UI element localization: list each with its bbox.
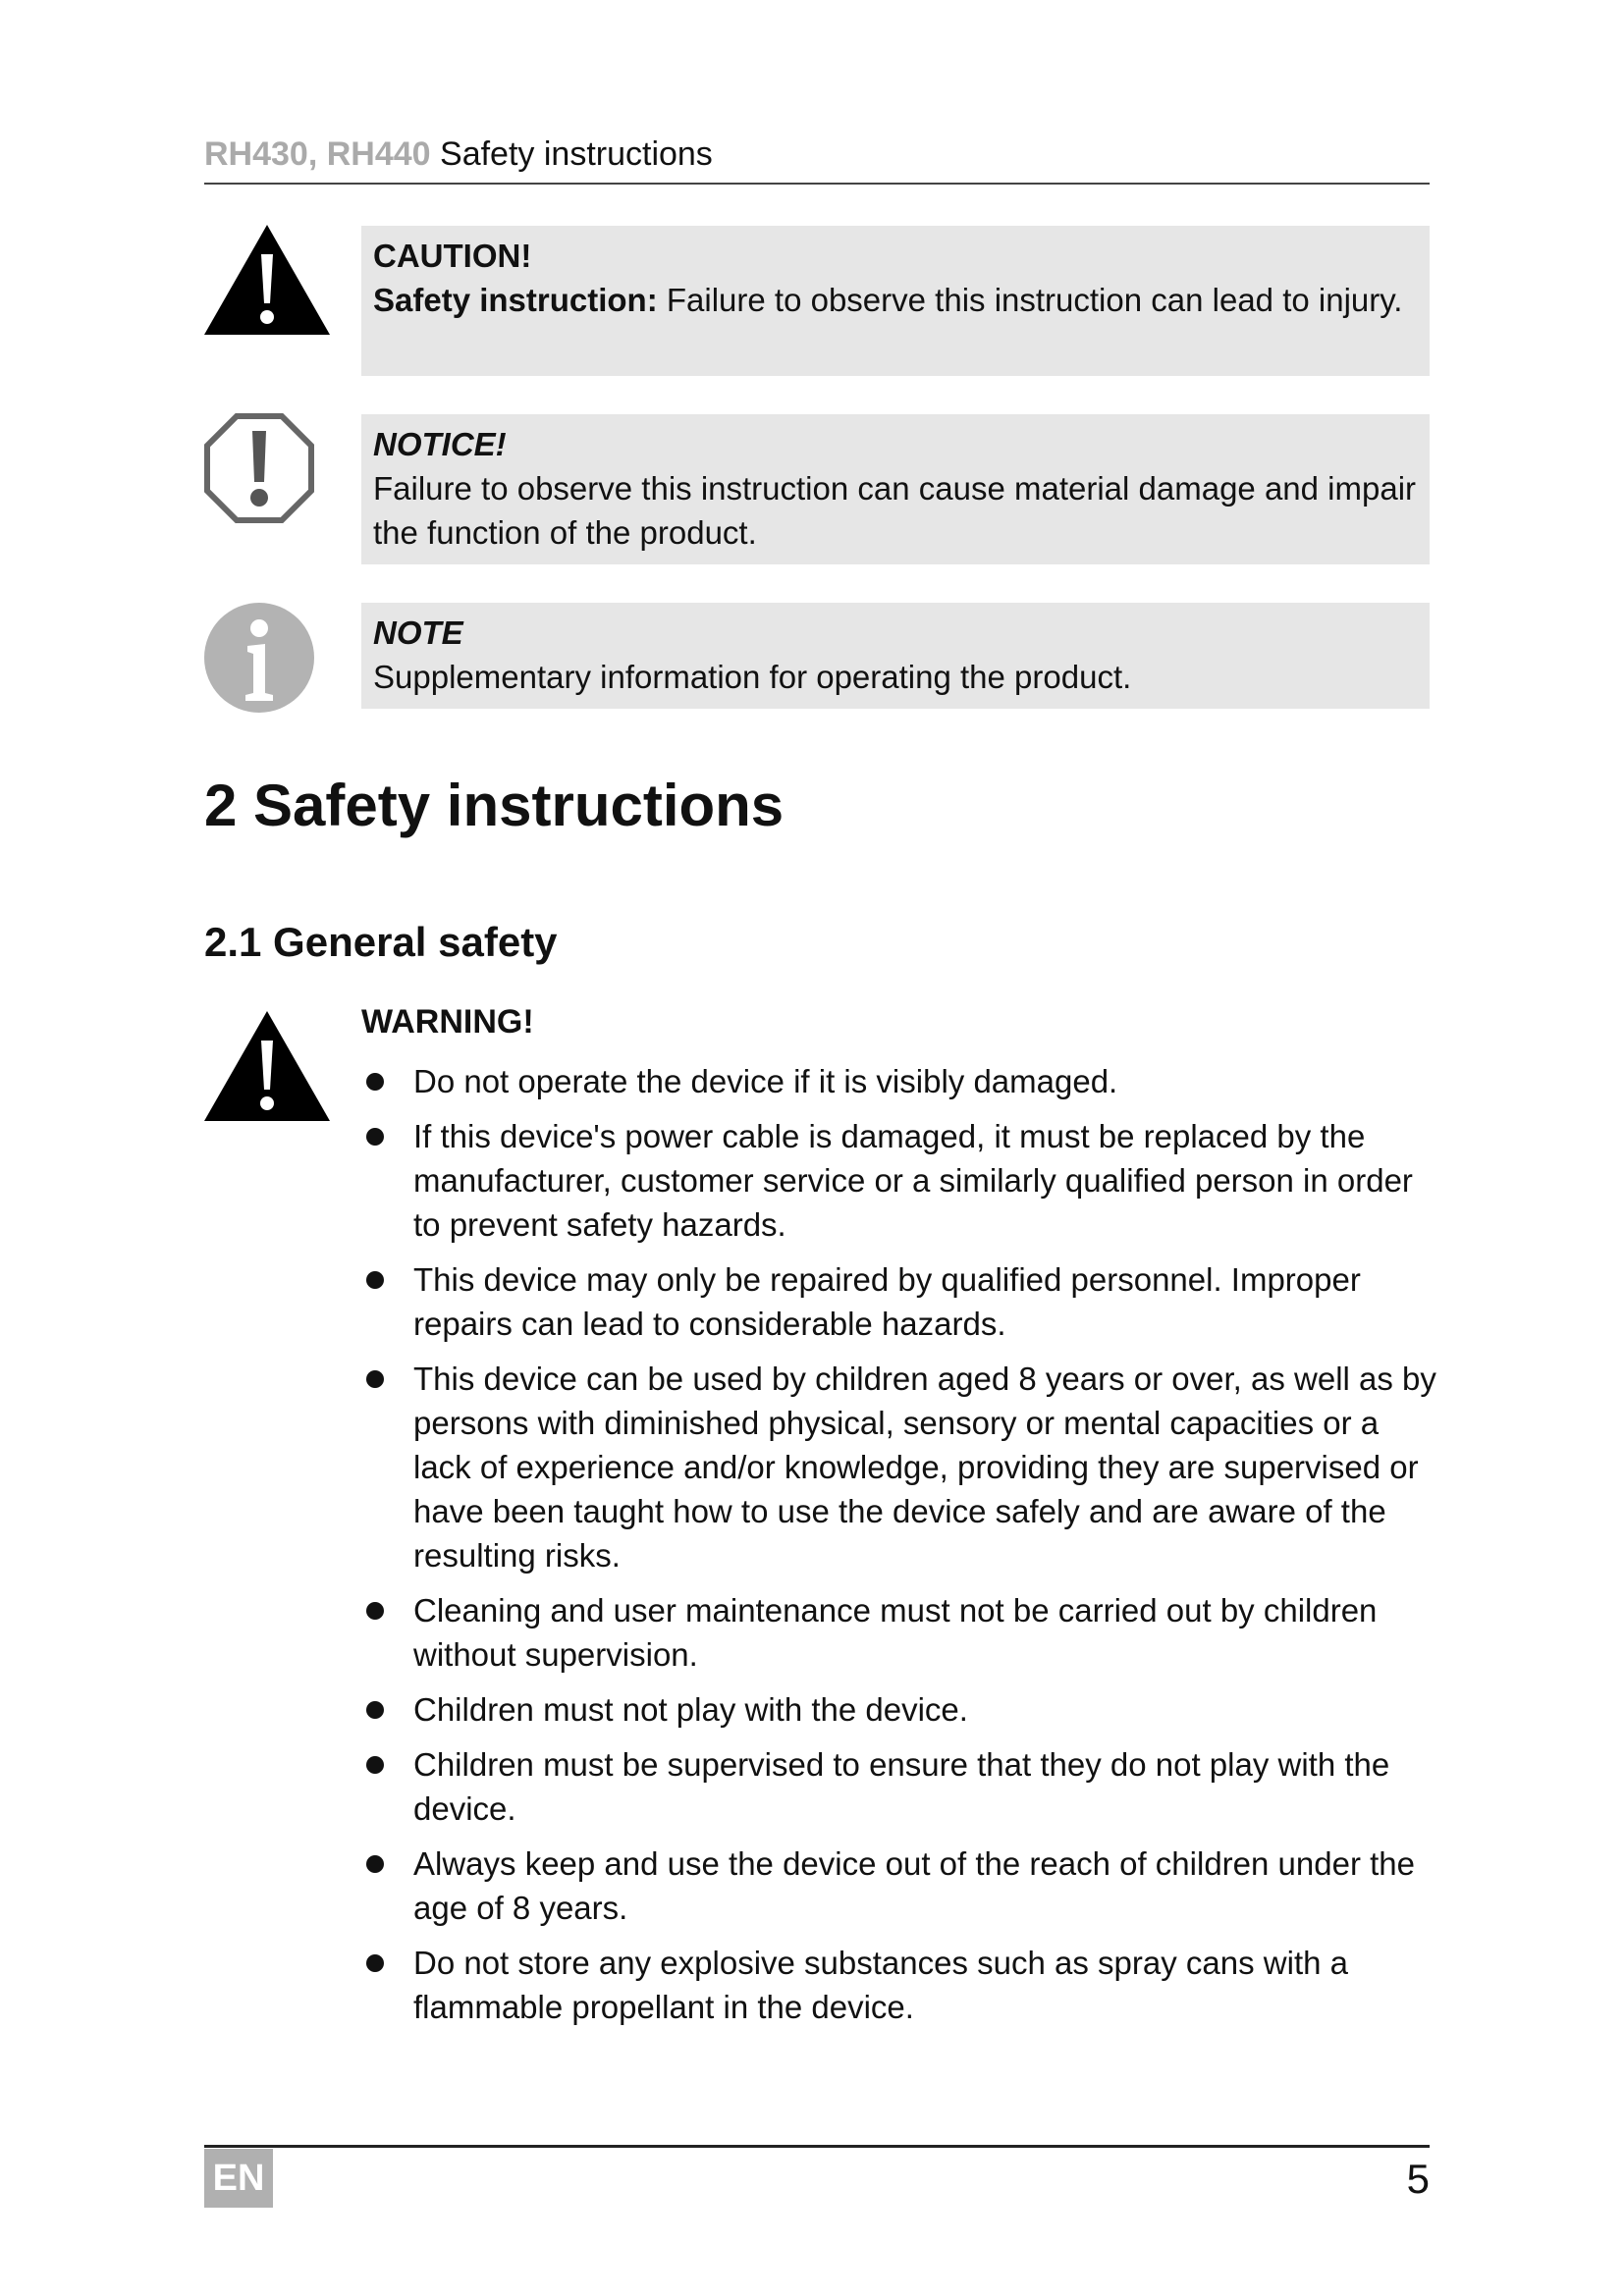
note-title: NOTE <box>373 614 463 651</box>
header-models: RH430, RH440 <box>204 135 431 173</box>
bullet-icon <box>366 1855 384 1873</box>
bullet-icon <box>366 1756 384 1774</box>
bullet-icon <box>366 1271 384 1289</box>
list-item-text: This device may only be repaired by qualified personnel. Improper repairs can lead to considerable hazards. <box>413 1261 1361 1342</box>
list-item-text: Always keep and use the device out of the reach of children under the age of 8 years. <box>413 1845 1415 1926</box>
list-item <box>361 1842 1441 1930</box>
note-box <box>361 603 1430 709</box>
list-item-text: Do not operate the device if it is visibly damaged. <box>413 1063 1118 1099</box>
list-item <box>361 1742 1441 1831</box>
list-item <box>361 1257 1441 1346</box>
warning-triangle-icon <box>204 225 330 335</box>
bullet-icon <box>366 1954 384 1972</box>
caution-lead: Safety instruction: <box>373 282 658 318</box>
list-item <box>361 1357 1441 1577</box>
bullet-icon <box>366 1370 384 1388</box>
header-divider <box>204 183 1430 185</box>
caution-box <box>361 226 1430 376</box>
footer-divider <box>204 2145 1430 2148</box>
list-item-text: Children must not play with the device. <box>413 1691 968 1728</box>
list-item-text: Children must be supervised to ensure that they do not play with the device. <box>413 1746 1390 1827</box>
warning-title: WARNING! <box>361 1003 534 1041</box>
list-item <box>361 1059 1441 1103</box>
list-item-text: Do not store any explosive substances such as spray cans with a flammable propellant in the device. <box>413 1945 1348 2025</box>
bullet-icon <box>366 1602 384 1620</box>
bullet-icon <box>366 1701 384 1719</box>
list-item <box>361 1114 1441 1247</box>
running-header <box>204 135 713 174</box>
list-item <box>361 1588 1441 1677</box>
caution-title: CAUTION! <box>373 238 532 274</box>
notice-text: Failure to observe this instruction can cause material damage and impair the function of the product. <box>373 470 1417 551</box>
warning-triangle-icon <box>204 1011 330 1121</box>
page-number: 5 <box>1406 2156 1430 2202</box>
list-item-text: Cleaning and user maintenance must not be carried out by children without supervision. <box>413 1592 1378 1673</box>
list-item-text: If this device's power cable is damaged, it must be replaced by the manufacturer, customer service or a similarly qualified person in order to prevent safety hazards. <box>413 1118 1413 1243</box>
list-item <box>361 1941 1441 2029</box>
bullet-icon <box>366 1128 384 1146</box>
notice-title: NOTICE! <box>373 426 507 462</box>
list-item-text: This device can be used by children aged 8 years or over, as well as by persons with diminished physical, sensory or mental capacities or a lack of experience and/or knowledge, providing they are supervised or have been taught how to use the device safely and are aware of the resulting risks. <box>413 1361 1436 1574</box>
bullet-icon <box>366 1073 384 1091</box>
caution-text: Failure to observe this instruction can lead to injury. <box>666 282 1403 318</box>
warning-list <box>361 1059 1441 2040</box>
section-heading: 2.1 General safety <box>204 919 558 965</box>
header-section: Safety instructions <box>440 135 713 173</box>
info-icon <box>204 603 314 713</box>
language-tab: EN <box>204 2149 273 2208</box>
list-item <box>361 1687 1441 1732</box>
note-text: Supplementary information for operating the product. <box>373 659 1132 695</box>
chapter-heading: 2 Safety instructions <box>204 773 785 838</box>
notice-box <box>361 414 1430 564</box>
notice-octagon-icon <box>204 413 314 523</box>
